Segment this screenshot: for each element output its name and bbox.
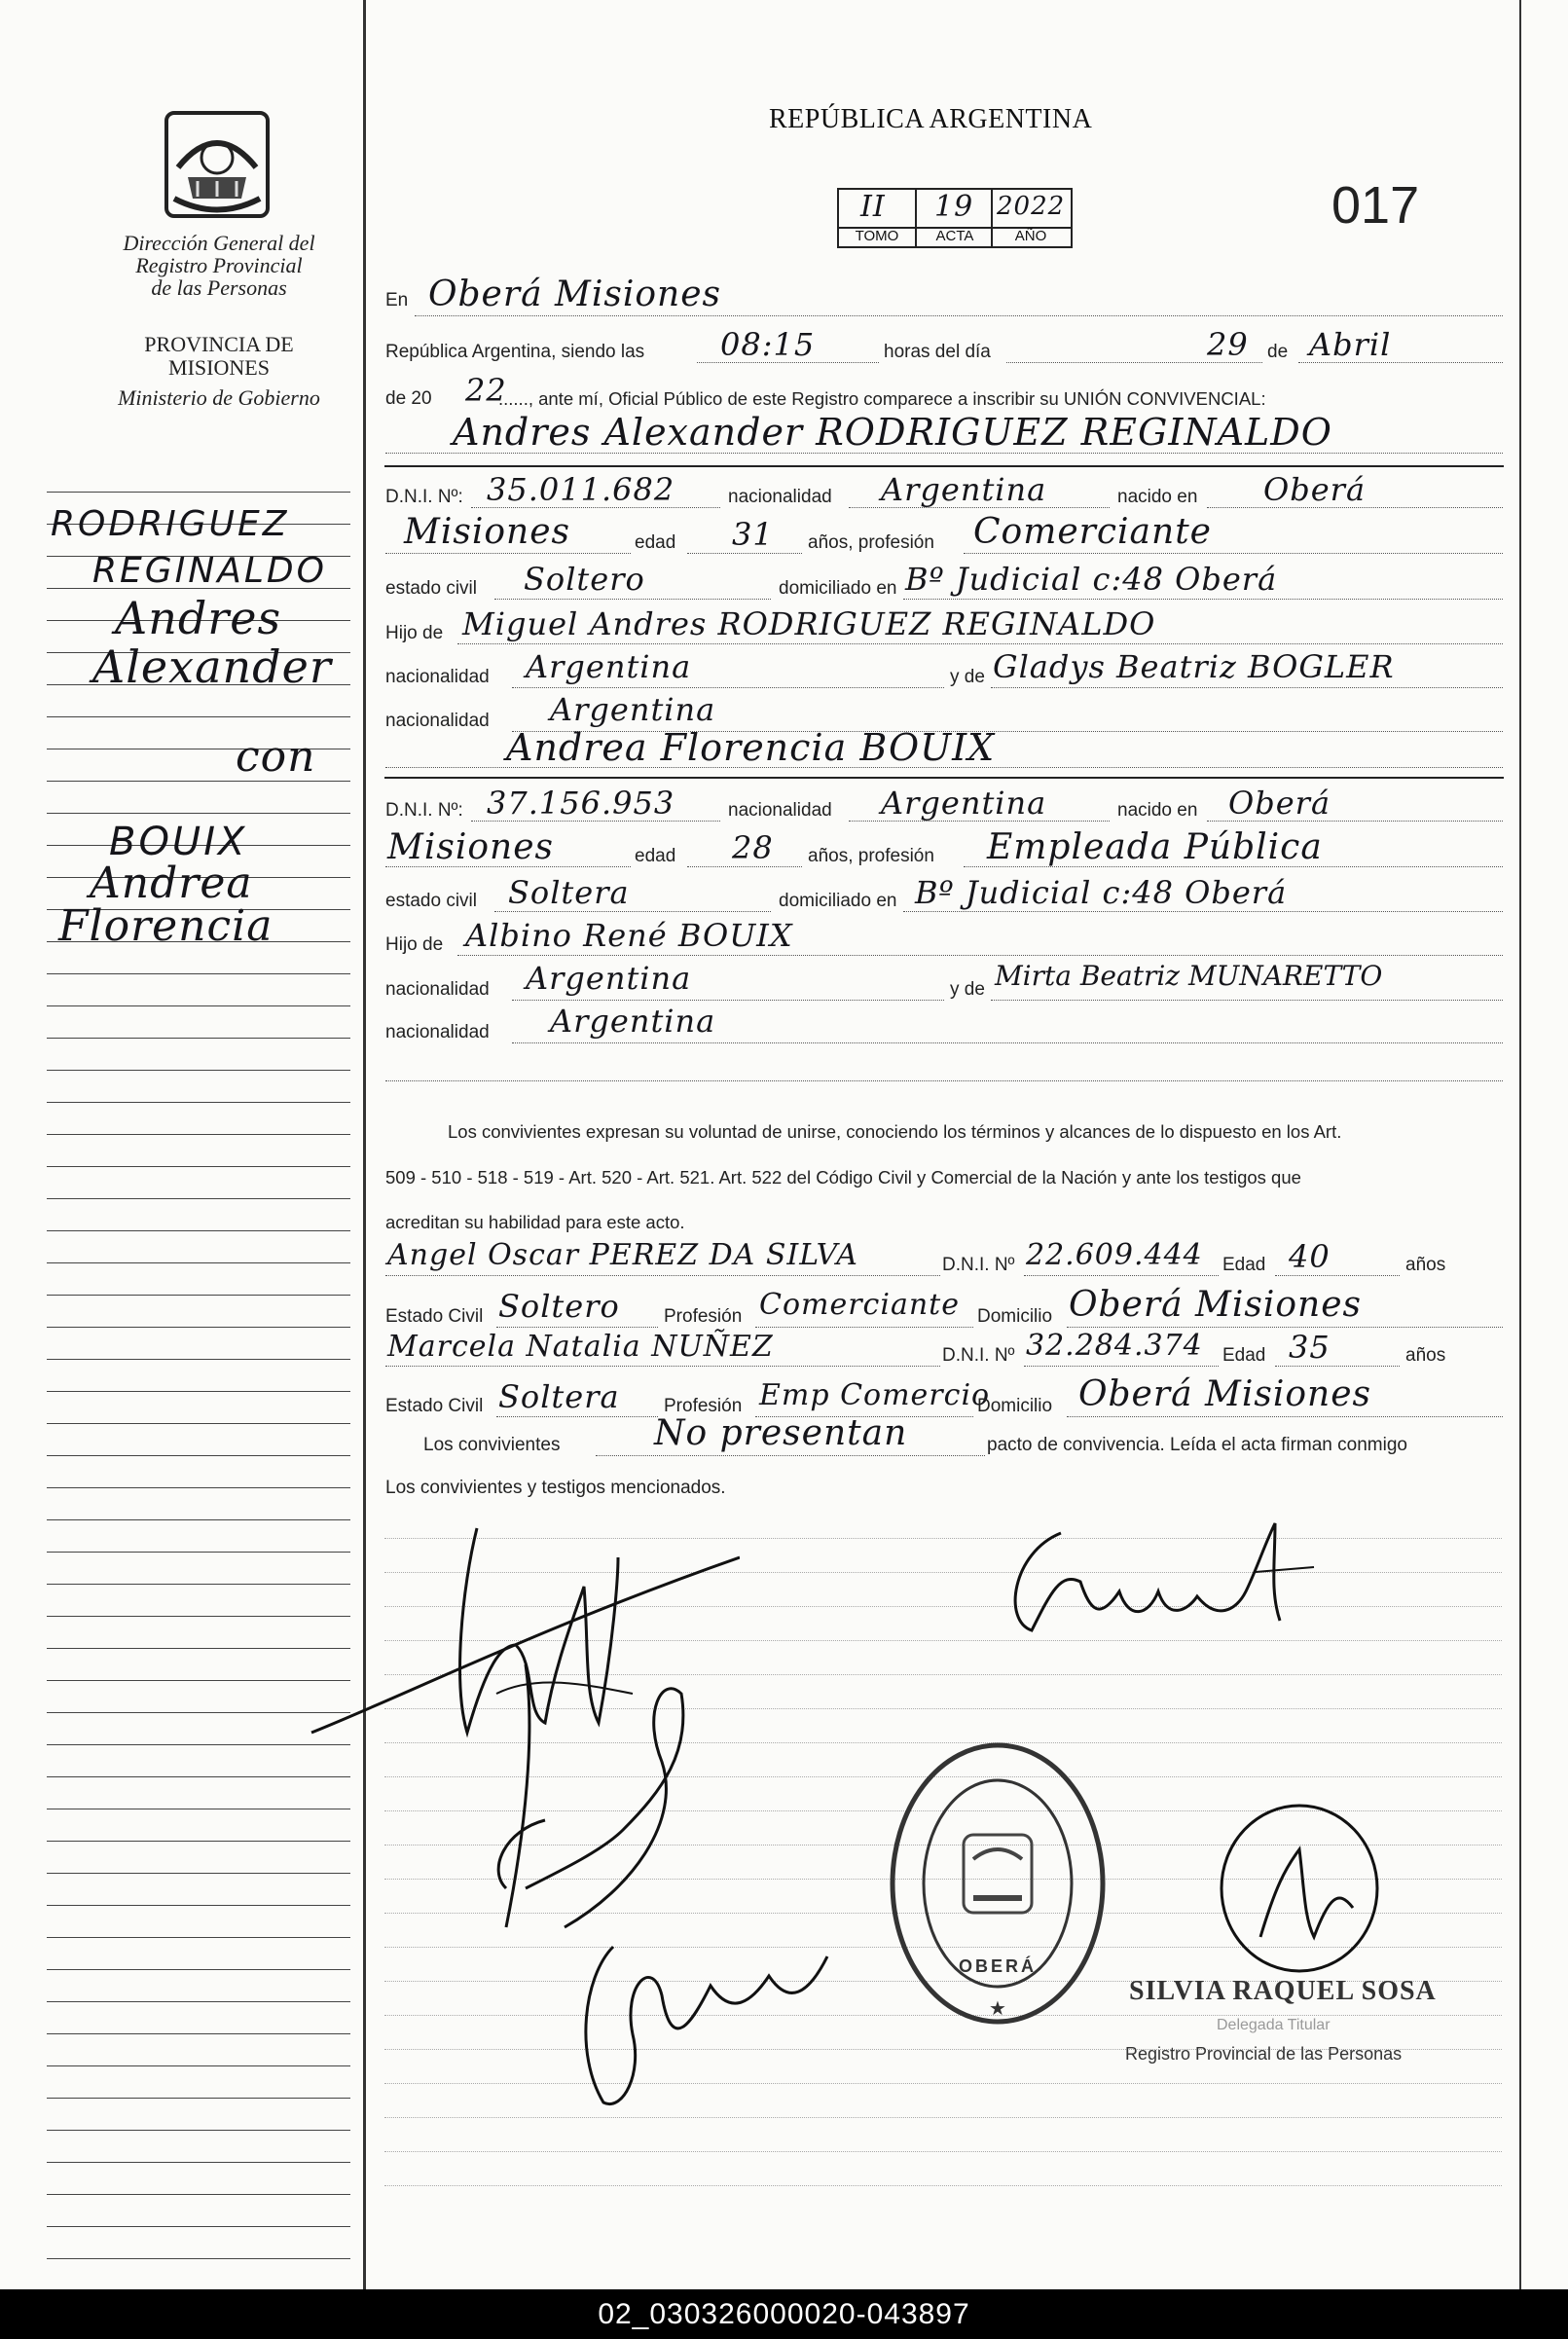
witness1-edad: 40 (1289, 1238, 1331, 1275)
person1-civil-label: estado civil (385, 578, 477, 599)
person2-nacionalidad: Argentina (881, 785, 1047, 822)
person2-father-nac-label: nacionalidad (385, 979, 490, 1000)
official-stamp-icon (886, 1737, 1110, 2029)
margin-given-name-2: Alexander (92, 640, 332, 693)
witness2-profesion: Emp Comercio (759, 1378, 991, 1412)
person1-mother-nac: Argentina (550, 691, 716, 728)
witness2-name: Marcela Natalia NUÑEZ (387, 1330, 774, 1364)
person1-yde-label: y de (950, 667, 985, 687)
tomo-value: II (860, 190, 886, 224)
person2-domicilio-label: domiciliado en (779, 891, 897, 911)
svg-text:★: ★ (989, 1998, 1006, 2020)
witness2-domicilio: Oberá Misiones (1078, 1374, 1371, 1414)
person1-birthplace: Oberá (1263, 471, 1367, 508)
acta-label: ACTA (935, 228, 974, 244)
person2-full-name: Andrea Florencia BOUIX (506, 726, 996, 769)
witness1-profesion-label: Profesión (664, 1306, 743, 1327)
person2-hijo-label: Hijo de (385, 934, 444, 955)
person2-nacido-label: nacido en (1117, 800, 1198, 821)
witness2-civil: Soltera (498, 1378, 620, 1415)
witness2-anos-label: años (1405, 1345, 1446, 1366)
witness1-dni: 22.609.444 (1026, 1238, 1203, 1272)
margin-surname-1: RODRIGUEZ (51, 504, 290, 544)
person1-father-nac-label: nacionalidad (385, 667, 490, 687)
witness2-dni-label: D.N.I. Nº (942, 1345, 1015, 1366)
closing-line-2: Los convivientes y testigos mencionados. (385, 1478, 726, 1498)
convivientes-label: Los convivientes (423, 1435, 561, 1455)
person1-domicilio: Bº Judicial c:48 Oberá (905, 561, 1278, 598)
agency-line-1: Dirección General del (123, 231, 315, 255)
margin-surname-bride: BOUIX (109, 820, 248, 864)
person1-full-name: Andres Alexander RODRIGUEZ REGINALDO (453, 411, 1332, 454)
person1-dni: 35.011.682 (487, 471, 675, 508)
signature-witness-2 (565, 1918, 857, 2122)
province-line-1: PROVINCIA DE (144, 332, 294, 356)
person2-mother-nac-label: nacionalidad (385, 1022, 490, 1042)
person2-domicilio: Bº Judicial c:48 Oberá (915, 874, 1288, 911)
month-value: Abril (1309, 326, 1392, 363)
province-line-2: MISIONES (168, 355, 270, 380)
person1-father-nac: Argentina (526, 648, 692, 685)
person1-nac-label: nacionalidad (728, 487, 832, 507)
person1-mother: Gladys Beatriz BOGLER (993, 648, 1395, 685)
person1-dni-label: D.N.I. Nº: (385, 487, 463, 507)
person1-civil: Soltero (524, 561, 645, 598)
provincial-seal-icon (159, 109, 275, 224)
person2-edad-label: edad (635, 846, 676, 866)
person2-mother: Mirta Beatriz MUNARETTO (995, 960, 1383, 992)
tomo-label: TOMO (855, 228, 899, 244)
comparecencia-text: ......, ante mí, Oficial Público de este Registro comparece a inscribir su UNIÓN CONVIVENCIAL: (498, 388, 1266, 409)
republica-label: República Argentina, siendo las (385, 342, 645, 362)
person1-edad: 31 (732, 516, 774, 553)
person1-mother-nac-label: nacionalidad (385, 711, 490, 731)
person2-profesion-label: años, profesión (808, 846, 934, 866)
witness1-domicilio-label: Domicilio (977, 1306, 1053, 1327)
witness2-edad: 35 (1289, 1329, 1331, 1366)
witness2-domicilio-label: Domicilio (977, 1396, 1053, 1416)
person1-profesion: Comerciante (973, 512, 1212, 552)
person1-edad-label: edad (635, 532, 676, 553)
witness1-anos-label: años (1405, 1255, 1446, 1275)
person1-domicilio-label: domiciliado en (779, 578, 897, 599)
horas-label: horas del día (884, 342, 991, 362)
witness2-profesion-label: Profesión (664, 1396, 743, 1416)
de20-label: de 20 (385, 388, 432, 409)
agency-name (78, 232, 360, 299)
person1-father: Miguel Andres RODRIGUEZ REGINALDO (462, 605, 1156, 642)
person2-birthplace: Oberá (1228, 785, 1331, 822)
stamp-city: OBERÁ (959, 1956, 1038, 1976)
person2-civil-label: estado civil (385, 891, 477, 911)
country-heading: REPÚBLICA ARGENTINA (769, 104, 1093, 134)
official-title: Delegada Titular (1217, 2017, 1331, 2033)
witness1-name: Angel Oscar PEREZ DA SILVA (387, 1238, 858, 1272)
pacto-value: No presentan (654, 1413, 908, 1453)
declaration-line-3: acreditan su habilidad para este acto. (385, 1212, 685, 1232)
witness2-dni: 32.284.374 (1026, 1329, 1203, 1363)
right-edge-line (1519, 0, 1521, 2289)
margin-given-name-1: Andres (115, 592, 282, 644)
ano-value: 2022 (997, 192, 1066, 221)
witness1-edad-label: Edad (1222, 1255, 1266, 1275)
margin-given-bride-2: Florencia (58, 901, 273, 951)
person2-civil: Soltera (508, 874, 630, 911)
witness1-civil: Soltero (498, 1288, 620, 1325)
ano-label: AÑO (1014, 228, 1047, 244)
person2-father: Albino René BOUIX (465, 917, 793, 954)
person1-nacido-label: nacido en (1117, 487, 1198, 507)
official-name: SILVIA RAQUEL SOSA (1129, 1976, 1437, 2006)
signature-cohabitant-2 (983, 1514, 1333, 1660)
ministry-name: Ministerio de Gobierno (118, 385, 320, 410)
person1-hijo-label: Hijo de (385, 623, 444, 643)
acta-value: 19 (934, 190, 974, 224)
witness2-edad-label: Edad (1222, 1345, 1266, 1366)
time-value: 08:15 (720, 326, 816, 363)
margin-given-bride-1: Andrea (90, 859, 253, 908)
signature-official (1207, 1791, 1402, 1986)
province-name (78, 333, 360, 380)
tomo-acta-box (837, 188, 1073, 248)
agency-line-3: de las Personas (151, 275, 287, 300)
document-id-footer: 02_030326000020-043897 (0, 2289, 1568, 2339)
en-label: En (385, 290, 409, 311)
person2-profesion: Empleada Pública (987, 827, 1323, 867)
margin-divider (363, 0, 366, 2289)
witness1-domicilio: Oberá Misiones (1069, 1285, 1362, 1325)
person2-dni: 37.156.953 (487, 785, 675, 822)
place-value: Oberá Misiones (428, 274, 721, 314)
closing-text: pacto de convivencia. Leída el acta firman conmigo (987, 1435, 1407, 1455)
person2-mother-nac: Argentina (550, 1003, 716, 1040)
witness1-profesion: Comerciante (759, 1288, 960, 1322)
margin-surname-2: REGINALDO (92, 551, 327, 591)
year-value: 22 (465, 372, 507, 409)
witness2-civil-label: Estado Civil (385, 1396, 484, 1416)
person1-nacionalidad: Argentina (881, 471, 1047, 508)
declaration-line-1: Los convivientes expresan su voluntad de unirse, conociendo los términos y alcances de lo dispuesto en los Art. (448, 1121, 1342, 1142)
declaration-line-2: 509 - 510 - 518 - 519 - Art. 520 - Art. 521. Art. 522 del Código Civil y Comercial de la Nación y ante los testigos que (385, 1167, 1301, 1188)
person2-father-nac: Argentina (526, 960, 692, 997)
folio-number: 017 (1331, 176, 1420, 235)
day-value: 29 (1207, 326, 1249, 363)
person2-birthprovince: Misiones (387, 827, 555, 867)
de-label: de (1267, 342, 1289, 362)
person1-birthprovince: Misiones (404, 512, 571, 552)
person2-edad: 28 (732, 829, 774, 866)
person1-profesion-label: años, profesión (808, 532, 934, 553)
official-office: Registro Provincial de las Personas (1125, 2044, 1403, 2064)
margin-con: con (236, 732, 316, 782)
witness1-dni-label: D.N.I. Nº (942, 1255, 1015, 1275)
person2-dni-label: D.N.I. Nº: (385, 800, 463, 821)
agency-line-2: Registro Provincial (135, 253, 303, 277)
witness1-civil-label: Estado Civil (385, 1306, 484, 1327)
person2-nac-label: nacionalidad (728, 800, 832, 821)
person2-yde-label: y de (950, 979, 985, 1000)
